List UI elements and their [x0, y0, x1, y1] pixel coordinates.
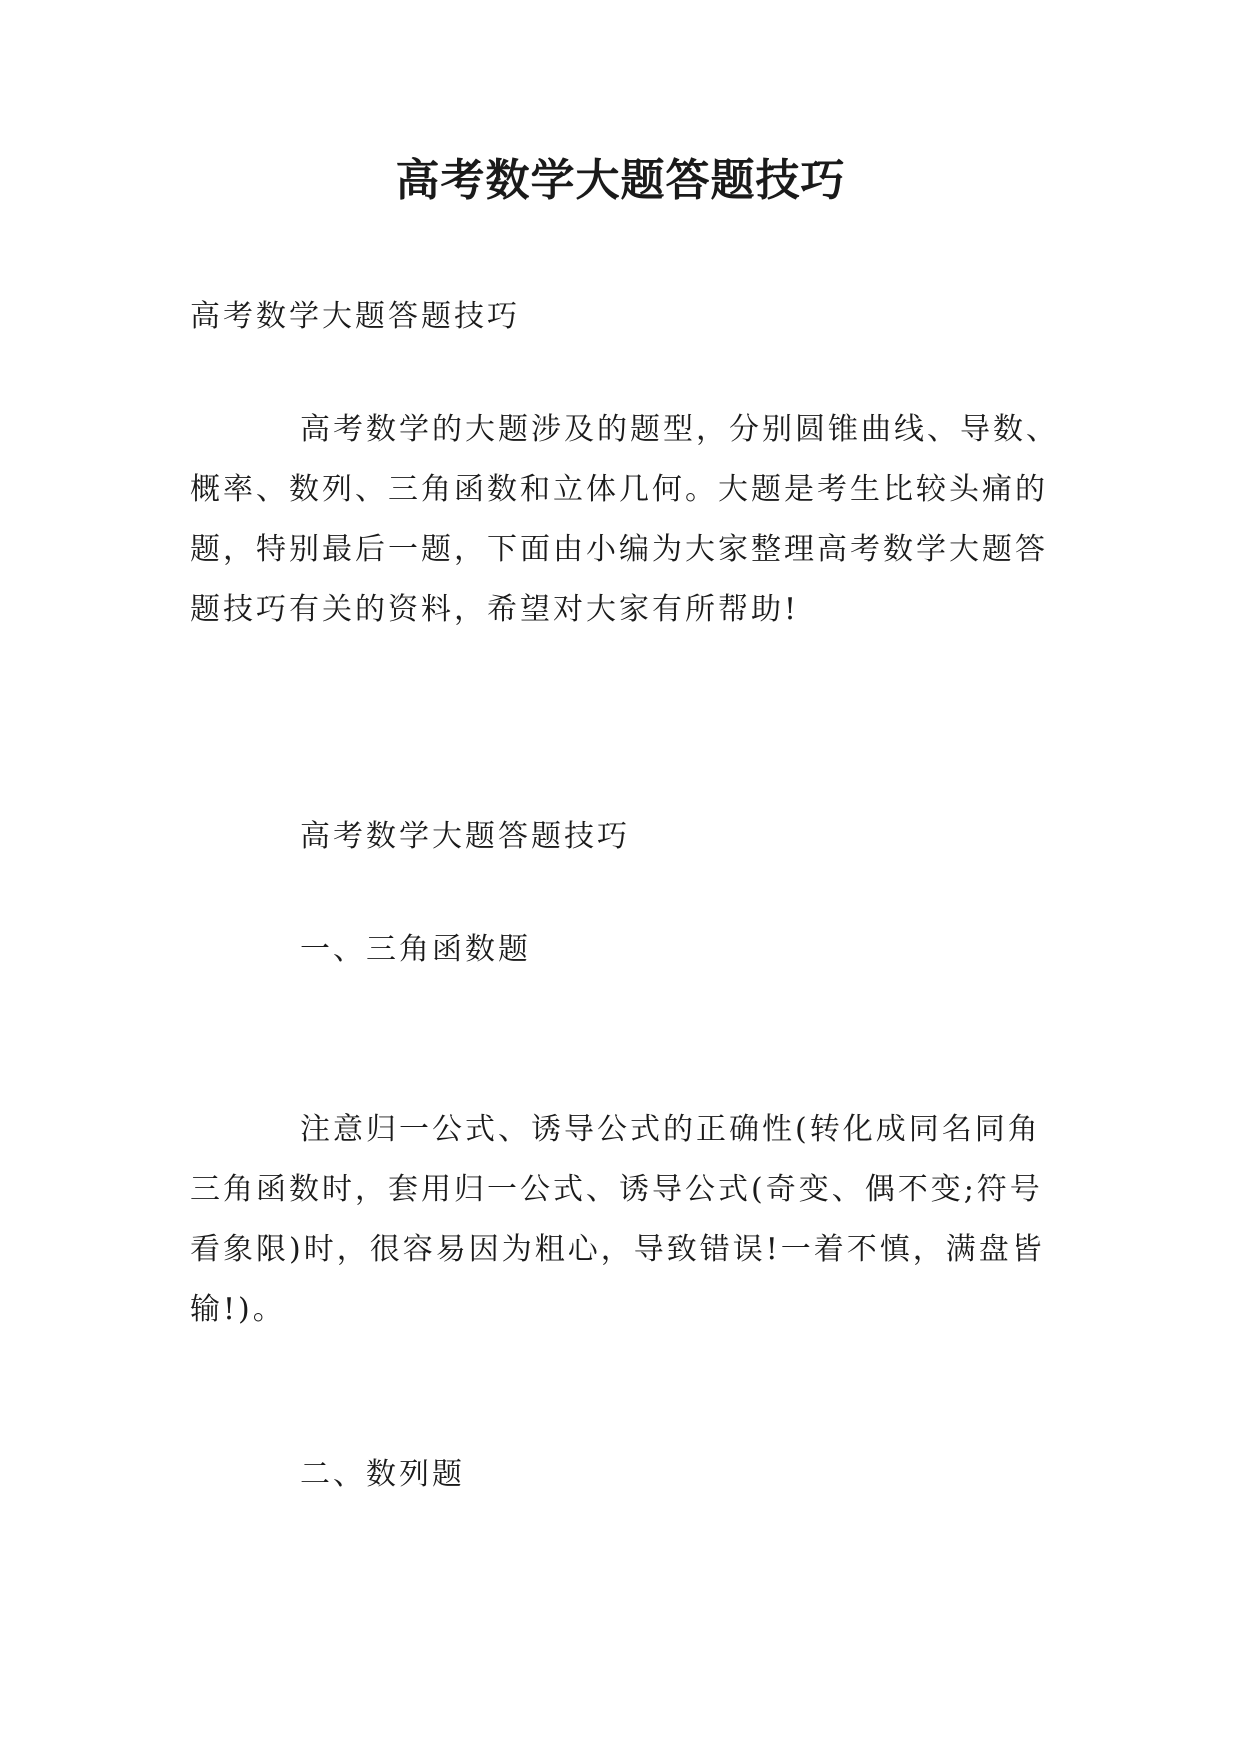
- section-heading: 高考数学大题答题技巧: [300, 819, 630, 854]
- intro-line-3: 题，特别最后一题，下面由小编为大家整理高考数学大题答: [190, 532, 1048, 567]
- section-1-line-4: 输!)。: [190, 1292, 286, 1327]
- section-1-line-2: 三角函数时，套用归一公式、诱导公式(奇变、偶不变;符号: [190, 1172, 1043, 1207]
- intro-line-4: 题技巧有关的资料，希望对大家有所帮助!: [190, 592, 800, 627]
- section-2-heading: 二、数列题: [300, 1457, 465, 1492]
- section-1-line-3: 看象限)时，很容易因为粗心，导致错误!一着不慎，满盘皆: [190, 1232, 1045, 1267]
- intro-line-1: 高考数学的大题涉及的题型，分别圆锥曲线、导数、: [300, 412, 1059, 447]
- section-1-heading: 一、三角函数题: [300, 932, 531, 967]
- document-title: 高考数学大题答题技巧: [395, 155, 846, 206]
- document-subtitle: 高考数学大题答题技巧: [190, 299, 520, 334]
- section-1-line-1: 注意归一公式、诱导公式的正确性(转化成同名同角: [300, 1112, 1041, 1147]
- intro-line-2: 概率、数列、三角函数和立体几何。大题是考生比较头痛的: [190, 472, 1048, 507]
